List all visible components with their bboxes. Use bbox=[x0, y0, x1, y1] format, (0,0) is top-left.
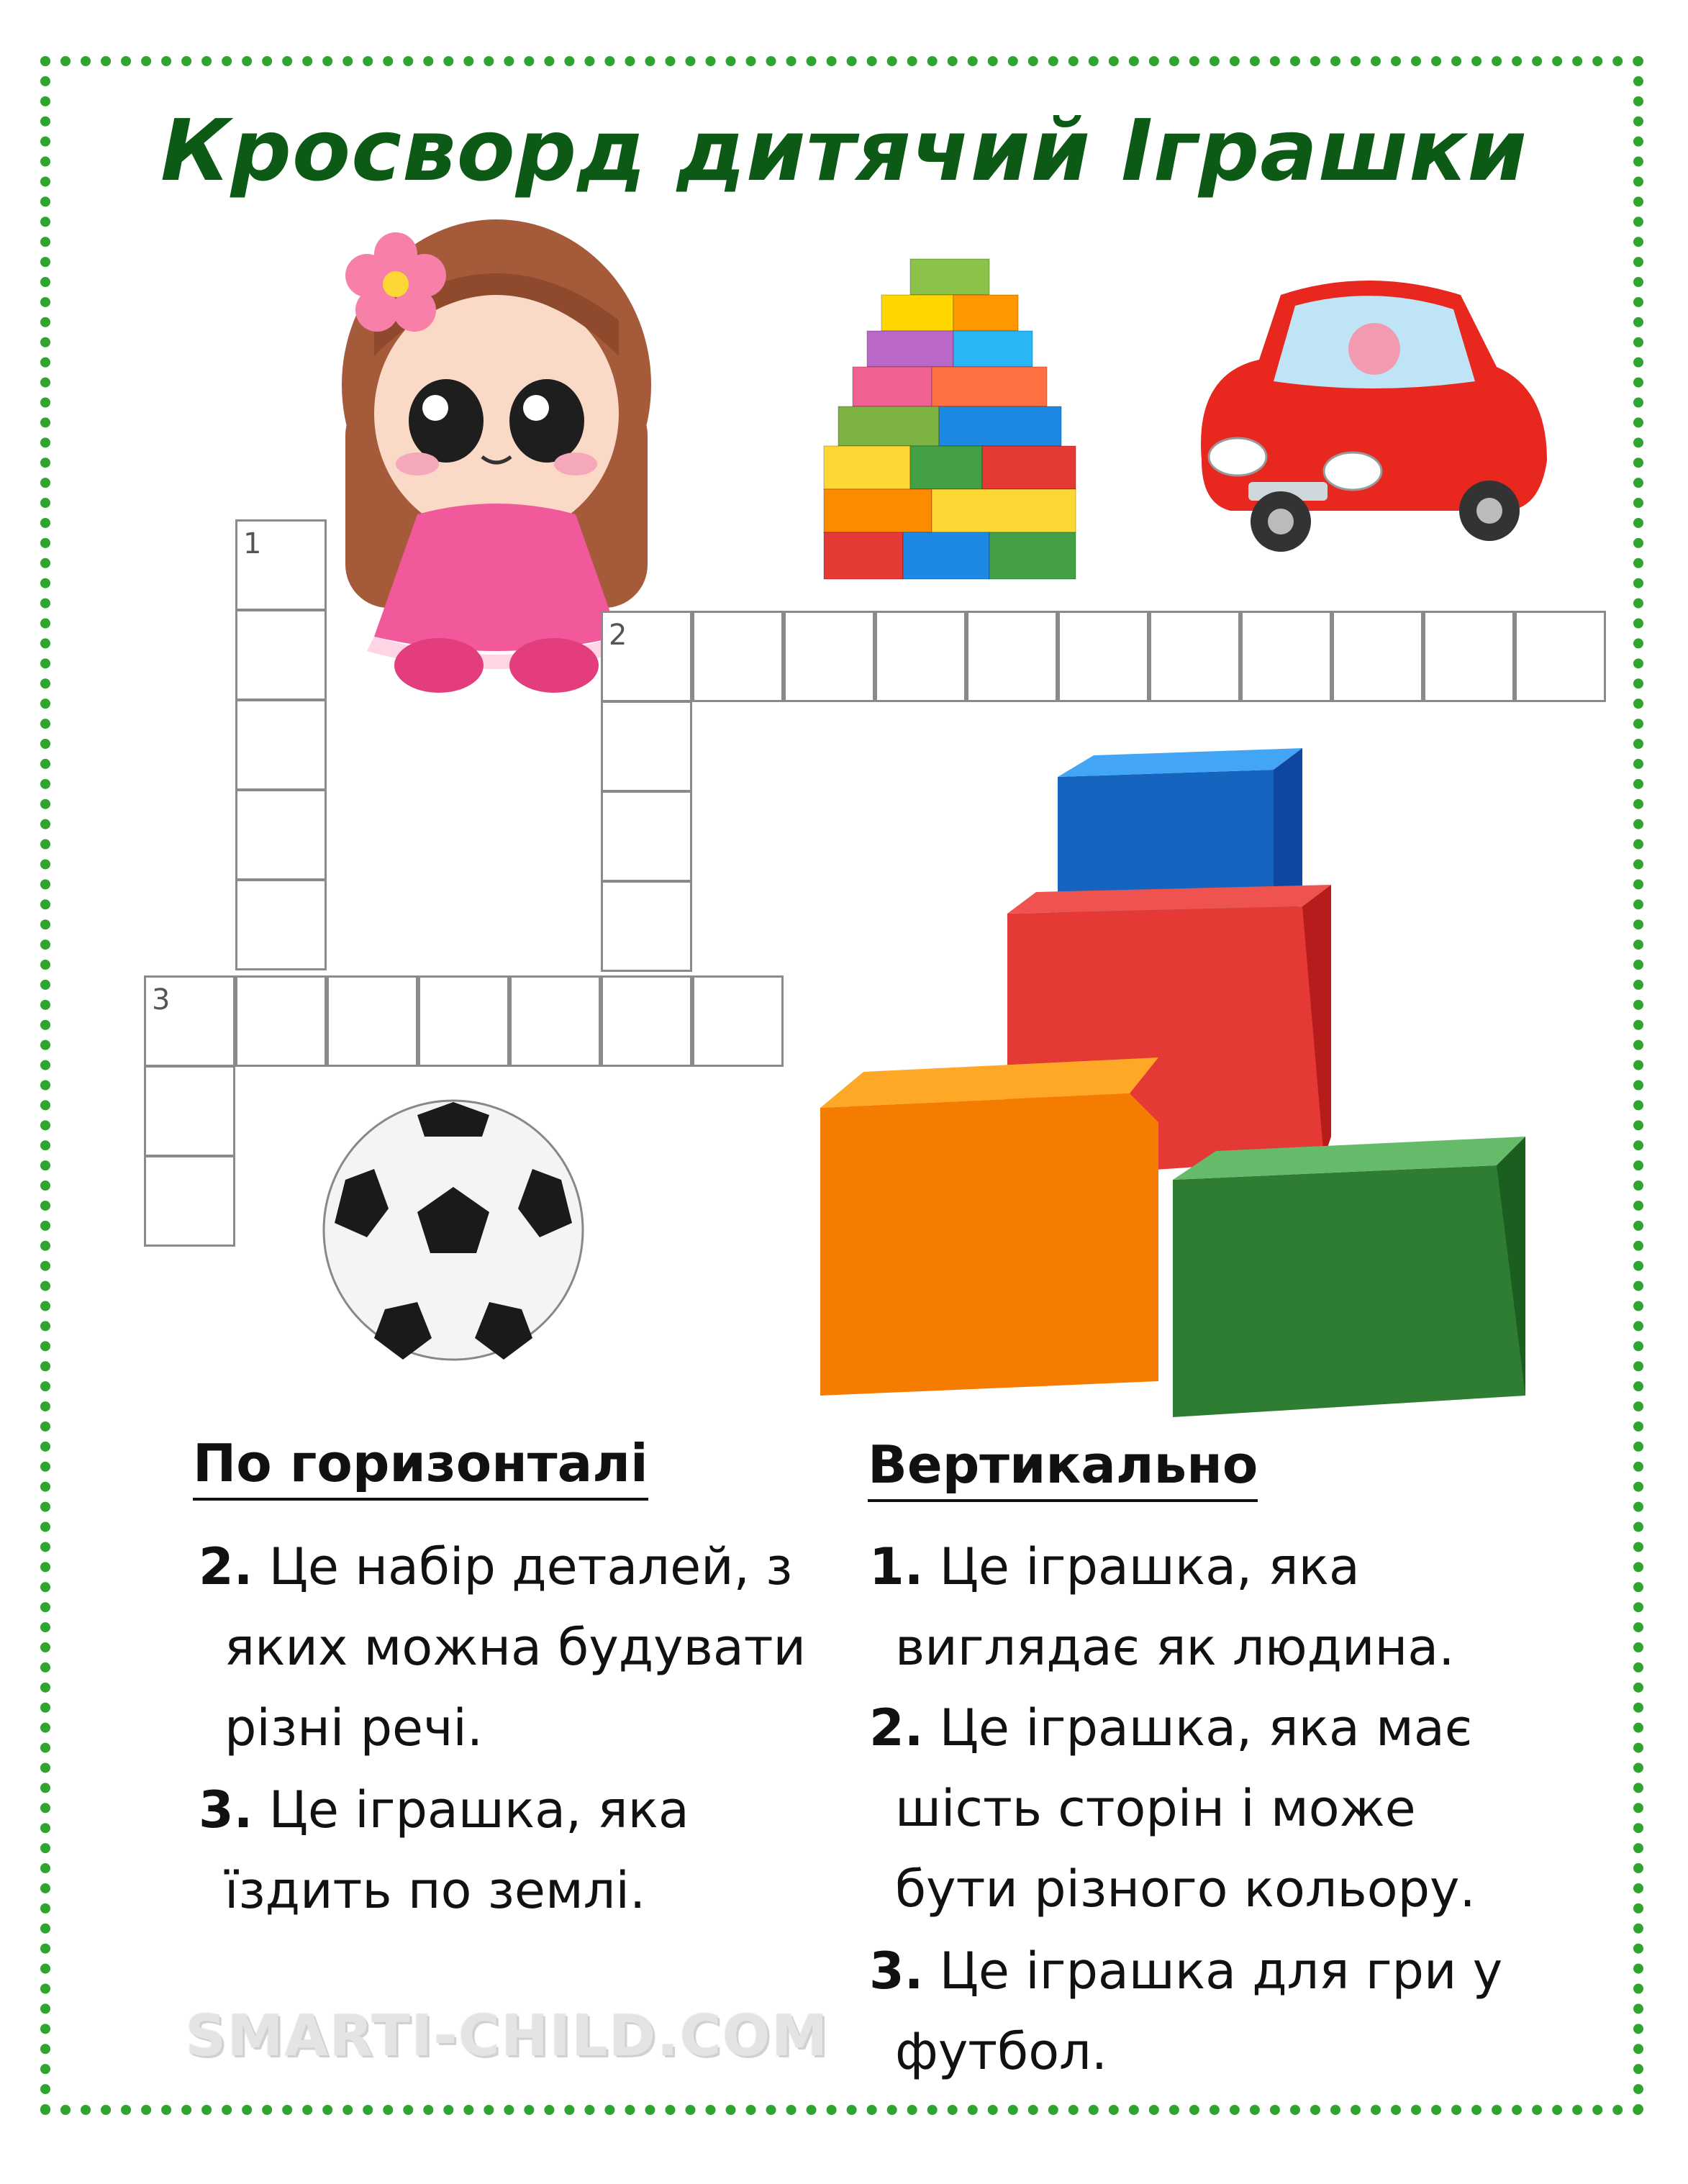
clue-number: 3. bbox=[869, 1942, 924, 2001]
crossword-cell[interactable] bbox=[144, 975, 235, 1067]
down-clue-2 bbox=[869, 1688, 1476, 1929]
crossword-cell[interactable] bbox=[875, 611, 966, 702]
crossword-cell[interactable] bbox=[235, 519, 327, 611]
clue-number: 1 bbox=[243, 527, 262, 560]
across-clue-2 bbox=[199, 1526, 806, 1768]
crossword-cell[interactable] bbox=[327, 975, 418, 1067]
crossword-cell[interactable] bbox=[144, 1065, 235, 1157]
crossword-cell[interactable] bbox=[601, 791, 692, 882]
crossword-cell[interactable] bbox=[601, 975, 692, 1067]
crossword-cell[interactable] bbox=[692, 611, 784, 702]
clue-number: 2 bbox=[609, 619, 627, 652]
clue-text: яких можна будувати bbox=[224, 1618, 807, 1677]
clue-text: Це іграшка, яка bbox=[253, 1780, 689, 1839]
crossword-cell[interactable] bbox=[784, 611, 875, 702]
clue-number: 1. bbox=[869, 1537, 924, 1596]
across-clue-3 bbox=[199, 1770, 689, 1931]
clue-text: Це іграшка для гри у bbox=[923, 1942, 1503, 2001]
crossword-cell[interactable] bbox=[1149, 611, 1240, 702]
clue-text: футбол. bbox=[895, 2022, 1108, 2081]
down-heading: Вертикально bbox=[868, 1434, 1258, 1502]
cubes-illustration bbox=[813, 748, 1533, 1439]
crossword-cell[interactable] bbox=[1515, 611, 1606, 702]
across-heading: По горизонталі bbox=[193, 1433, 648, 1501]
crossword-cell[interactable] bbox=[235, 975, 327, 1067]
watermark: SMARTI-CHILD.COM bbox=[186, 2004, 830, 2069]
clue-text: виглядає як людина. bbox=[895, 1618, 1455, 1677]
soccer-ball-illustration bbox=[317, 1093, 590, 1367]
clue-number: 3 bbox=[152, 983, 171, 1016]
clue-text: різні речі. bbox=[224, 1698, 484, 1757]
clue-number: 2. bbox=[199, 1537, 253, 1596]
clue-text: бути різного кольору. bbox=[895, 1860, 1476, 1919]
down-clue-3 bbox=[869, 1931, 1502, 2092]
page-title: Кросворд дитячий Іграшки bbox=[160, 101, 1528, 200]
building-blocks-illustration bbox=[817, 245, 1083, 590]
clue-number: 2. bbox=[869, 1698, 924, 1757]
toy-car-illustration bbox=[1173, 266, 1561, 561]
crossword-cell[interactable] bbox=[966, 611, 1058, 702]
clue-text: Це набір деталей, з bbox=[253, 1537, 793, 1596]
down-clue-1 bbox=[869, 1526, 1454, 1688]
crossword-cell[interactable] bbox=[235, 789, 327, 881]
clue-text: Це іграшка, яка має bbox=[923, 1698, 1473, 1757]
crossword-cell[interactable] bbox=[601, 701, 692, 792]
crossword-cell[interactable] bbox=[509, 975, 601, 1067]
crossword-cell[interactable] bbox=[1332, 611, 1423, 702]
clue-text: шість сторін і може bbox=[895, 1779, 1416, 1838]
crossword-cell[interactable] bbox=[1240, 611, 1332, 702]
crossword-cell[interactable] bbox=[692, 975, 784, 1067]
crossword-cell[interactable] bbox=[235, 699, 327, 791]
clue-text: їздить по землі. bbox=[224, 1861, 646, 1920]
crossword-cell[interactable] bbox=[1058, 611, 1149, 702]
crossword-cell[interactable] bbox=[601, 611, 692, 702]
crossword-cell[interactable] bbox=[235, 879, 327, 970]
crossword-cell[interactable] bbox=[418, 975, 509, 1067]
crossword-cell[interactable] bbox=[144, 1155, 235, 1247]
crossword-cell[interactable] bbox=[601, 881, 692, 972]
crossword-cell[interactable] bbox=[1423, 611, 1515, 702]
clue-text: Це іграшка, яка bbox=[923, 1537, 1360, 1596]
crossword-cell[interactable] bbox=[235, 609, 327, 701]
clue-number: 3. bbox=[199, 1780, 253, 1839]
